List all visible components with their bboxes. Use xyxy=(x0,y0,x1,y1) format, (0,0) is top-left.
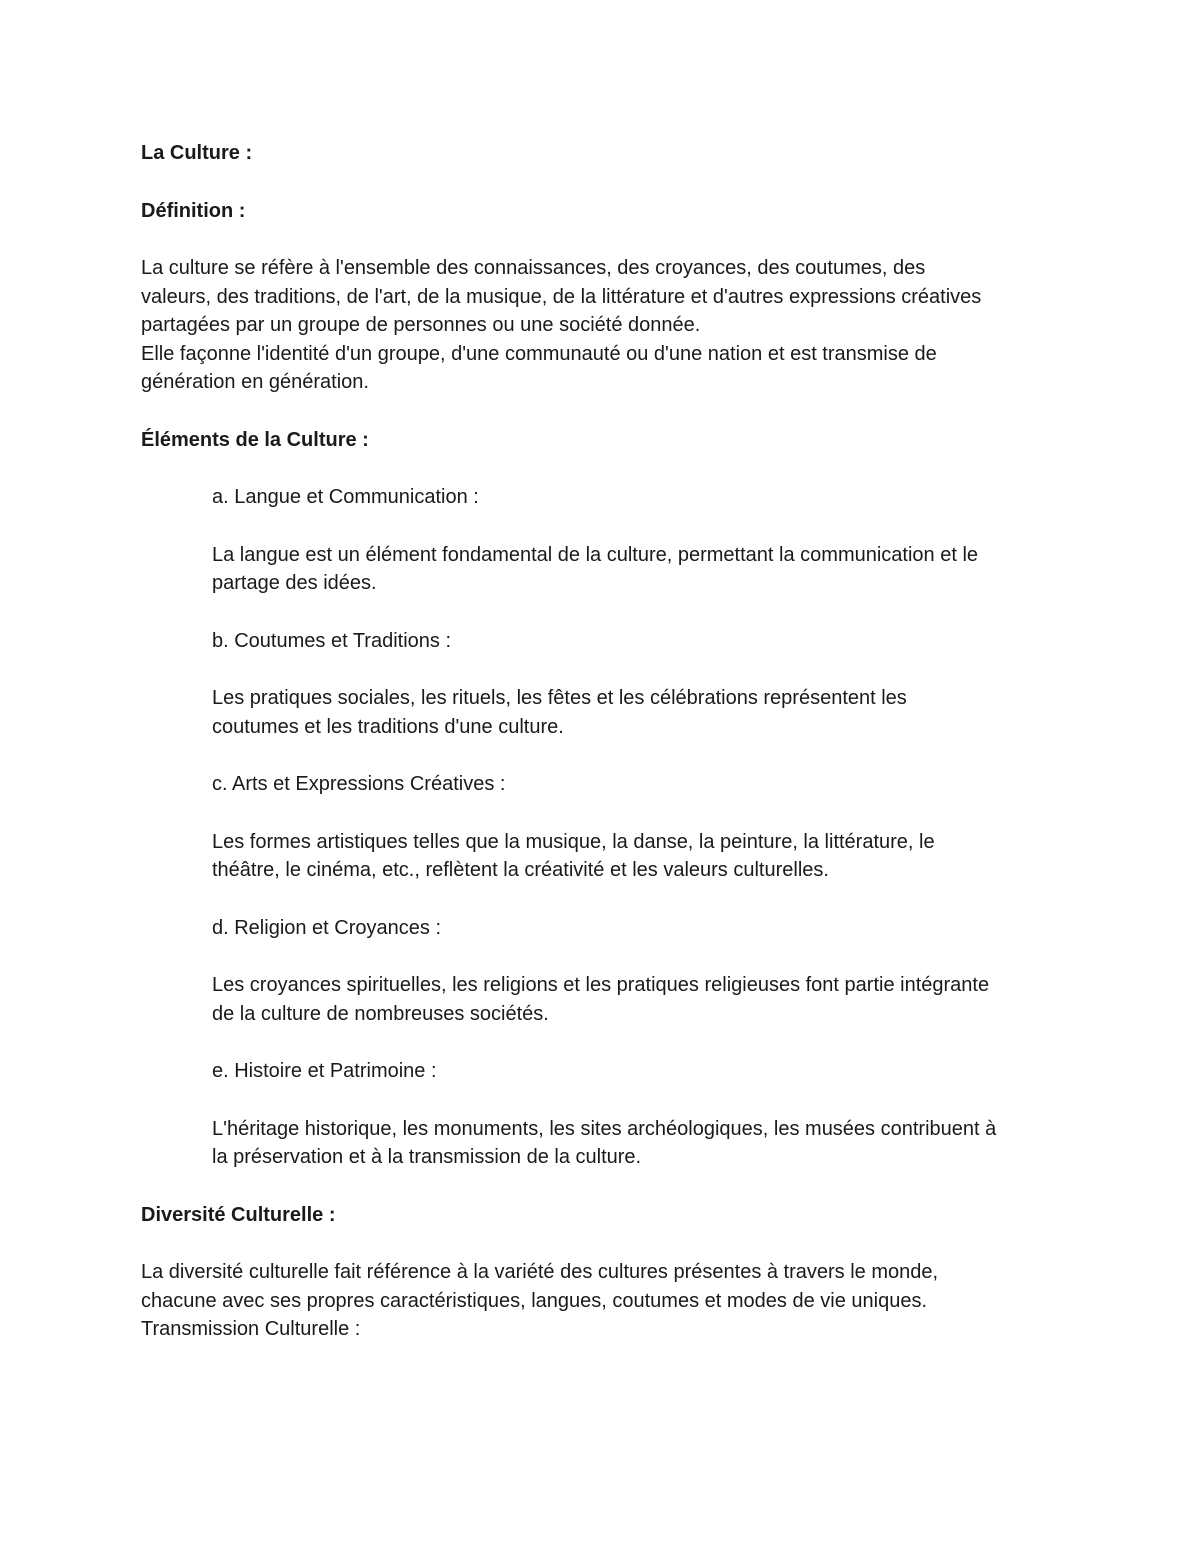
element-item xyxy=(212,770,1071,885)
element-item xyxy=(212,483,1071,598)
document-title: La Culture : xyxy=(141,142,253,164)
element-text-line: partage des idées. xyxy=(212,572,377,594)
diversity-line: chacune avec ses propres caractéristiques, langues, coutumes et modes de vie uniques. xyxy=(141,1289,927,1312)
element-text-line: La langue est un élément fondamental de la culture, permettant la communication et le xyxy=(212,543,979,566)
element-item xyxy=(212,1057,1071,1172)
diversity-line: La diversité culturelle fait référence à la variété des cultures présentes à travers le monde, xyxy=(141,1261,939,1283)
element-text-line: de la culture de nombreuses sociétés. xyxy=(212,1002,549,1025)
document-page xyxy=(141,139,1071,1344)
element-text-line: Les formes artistiques telles que la musique, la danse, la peinture, la littérature, le xyxy=(212,830,935,853)
definition-heading: Définition : xyxy=(141,199,246,222)
element-label: e. Histoire et Patrimoine : xyxy=(212,1060,437,1082)
elements-heading: Éléments de la Culture : xyxy=(141,428,369,451)
definition-paragraph xyxy=(141,254,1071,397)
element-label: d. Religion et Croyances : xyxy=(212,916,442,939)
element-item xyxy=(212,914,1071,1029)
elements-list xyxy=(141,483,1071,1172)
element-label: b. Coutumes et Traditions : xyxy=(212,629,452,652)
element-text-line: la préservation et à la transmission de la culture. xyxy=(212,1146,642,1168)
diversity-heading: Diversité Culturelle : xyxy=(141,1203,336,1226)
element-label: a. Langue et Communication : xyxy=(212,486,479,508)
element-text-line: théâtre, le cinéma, etc., reflètent la créativité et les valeurs culturelles. xyxy=(212,859,829,881)
element-text-line: L'héritage historique, les monuments, les sites archéologiques, les musées contribuent à xyxy=(212,1117,997,1140)
definition-line: valeurs, des traditions, de l'art, de la musique, de la littérature et d'autres expressions créatives xyxy=(141,285,982,308)
element-label: c. Arts et Expressions Créatives : xyxy=(212,773,506,795)
definition-line: La culture se réfère à l'ensemble des connaissances, des croyances, des coutumes, des xyxy=(141,257,926,279)
definition-line: partagées par un groupe de personnes ou une société donnée. xyxy=(141,314,701,336)
element-text-line: coutumes et les traditions d'une culture. xyxy=(212,715,564,738)
element-text-line: Les pratiques sociales, les rituels, les fêtes et les célébrations représentent les xyxy=(212,687,907,709)
diversity-paragraph xyxy=(141,1258,1071,1344)
diversity-line: Transmission Culturelle : xyxy=(141,1318,361,1340)
definition-line: génération en génération. xyxy=(141,371,369,393)
element-text-line: Les croyances spirituelles, les religions et les pratiques religieuses font partie intégrante xyxy=(212,974,990,996)
definition-line: Elle façonne l'identité d'un groupe, d'une communauté ou d'une nation et est transmise de xyxy=(141,342,937,365)
element-item xyxy=(212,627,1071,742)
